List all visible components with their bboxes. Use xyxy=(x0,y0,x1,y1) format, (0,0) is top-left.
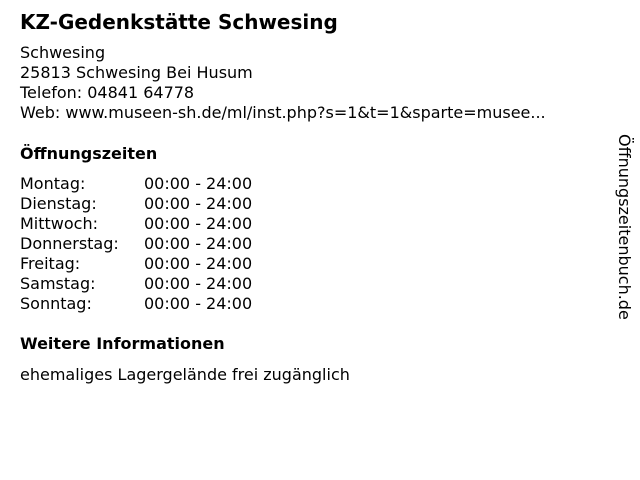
hours-day: Montag: xyxy=(20,174,86,193)
hours-time: 00:00 - 24:00 xyxy=(144,214,253,233)
hours-row-sunday xyxy=(20,294,252,314)
hours-day: Dienstag: xyxy=(20,194,97,213)
brand-watermark: Öffnungszeitenbuch.de xyxy=(615,134,634,320)
hours-time: 00:00 - 24:00 xyxy=(144,174,253,193)
hours-day: Sonntag: xyxy=(20,294,92,313)
hours-row-wednesday xyxy=(20,214,252,234)
hours-time: 00:00 - 24:00 xyxy=(144,254,253,273)
hours-row-thursday xyxy=(20,234,252,254)
hours-row-friday xyxy=(20,254,252,274)
further-info-heading: Weitere Informationen xyxy=(20,334,225,353)
hours-time: 00:00 - 24:00 xyxy=(144,234,253,253)
hours-time: 00:00 - 24:00 xyxy=(144,194,253,213)
hours-day: Freitag: xyxy=(20,254,81,273)
hours-day: Samstag: xyxy=(20,274,96,293)
web-line: Web: www.museen-sh.de/ml/inst.php?s=1&t=1&sparte=musee... xyxy=(20,103,546,122)
hours-time: 00:00 - 24:00 xyxy=(144,274,253,293)
address-line-postal: 25813 Schwesing Bei Husum xyxy=(20,63,253,82)
phone-line: Telefon: 04841 64778 xyxy=(20,83,195,102)
further-info-text: ehemaliges Lagergelände frei zugänglich xyxy=(20,365,350,384)
opening-hours-heading: Öffnungszeiten xyxy=(20,144,158,163)
page-title: KZ-Gedenkstätte Schwesing xyxy=(20,10,338,34)
hours-row-saturday xyxy=(20,274,252,294)
hours-day: Mittwoch: xyxy=(20,214,98,233)
hours-day: Donnerstag: xyxy=(20,234,119,253)
hours-time: 00:00 - 24:00 xyxy=(144,294,253,313)
address-block xyxy=(20,43,546,123)
opening-hours-table xyxy=(20,174,252,314)
hours-row-tuesday xyxy=(20,194,252,214)
address-line-place: Schwesing xyxy=(20,43,106,62)
hours-row-monday xyxy=(20,174,252,194)
